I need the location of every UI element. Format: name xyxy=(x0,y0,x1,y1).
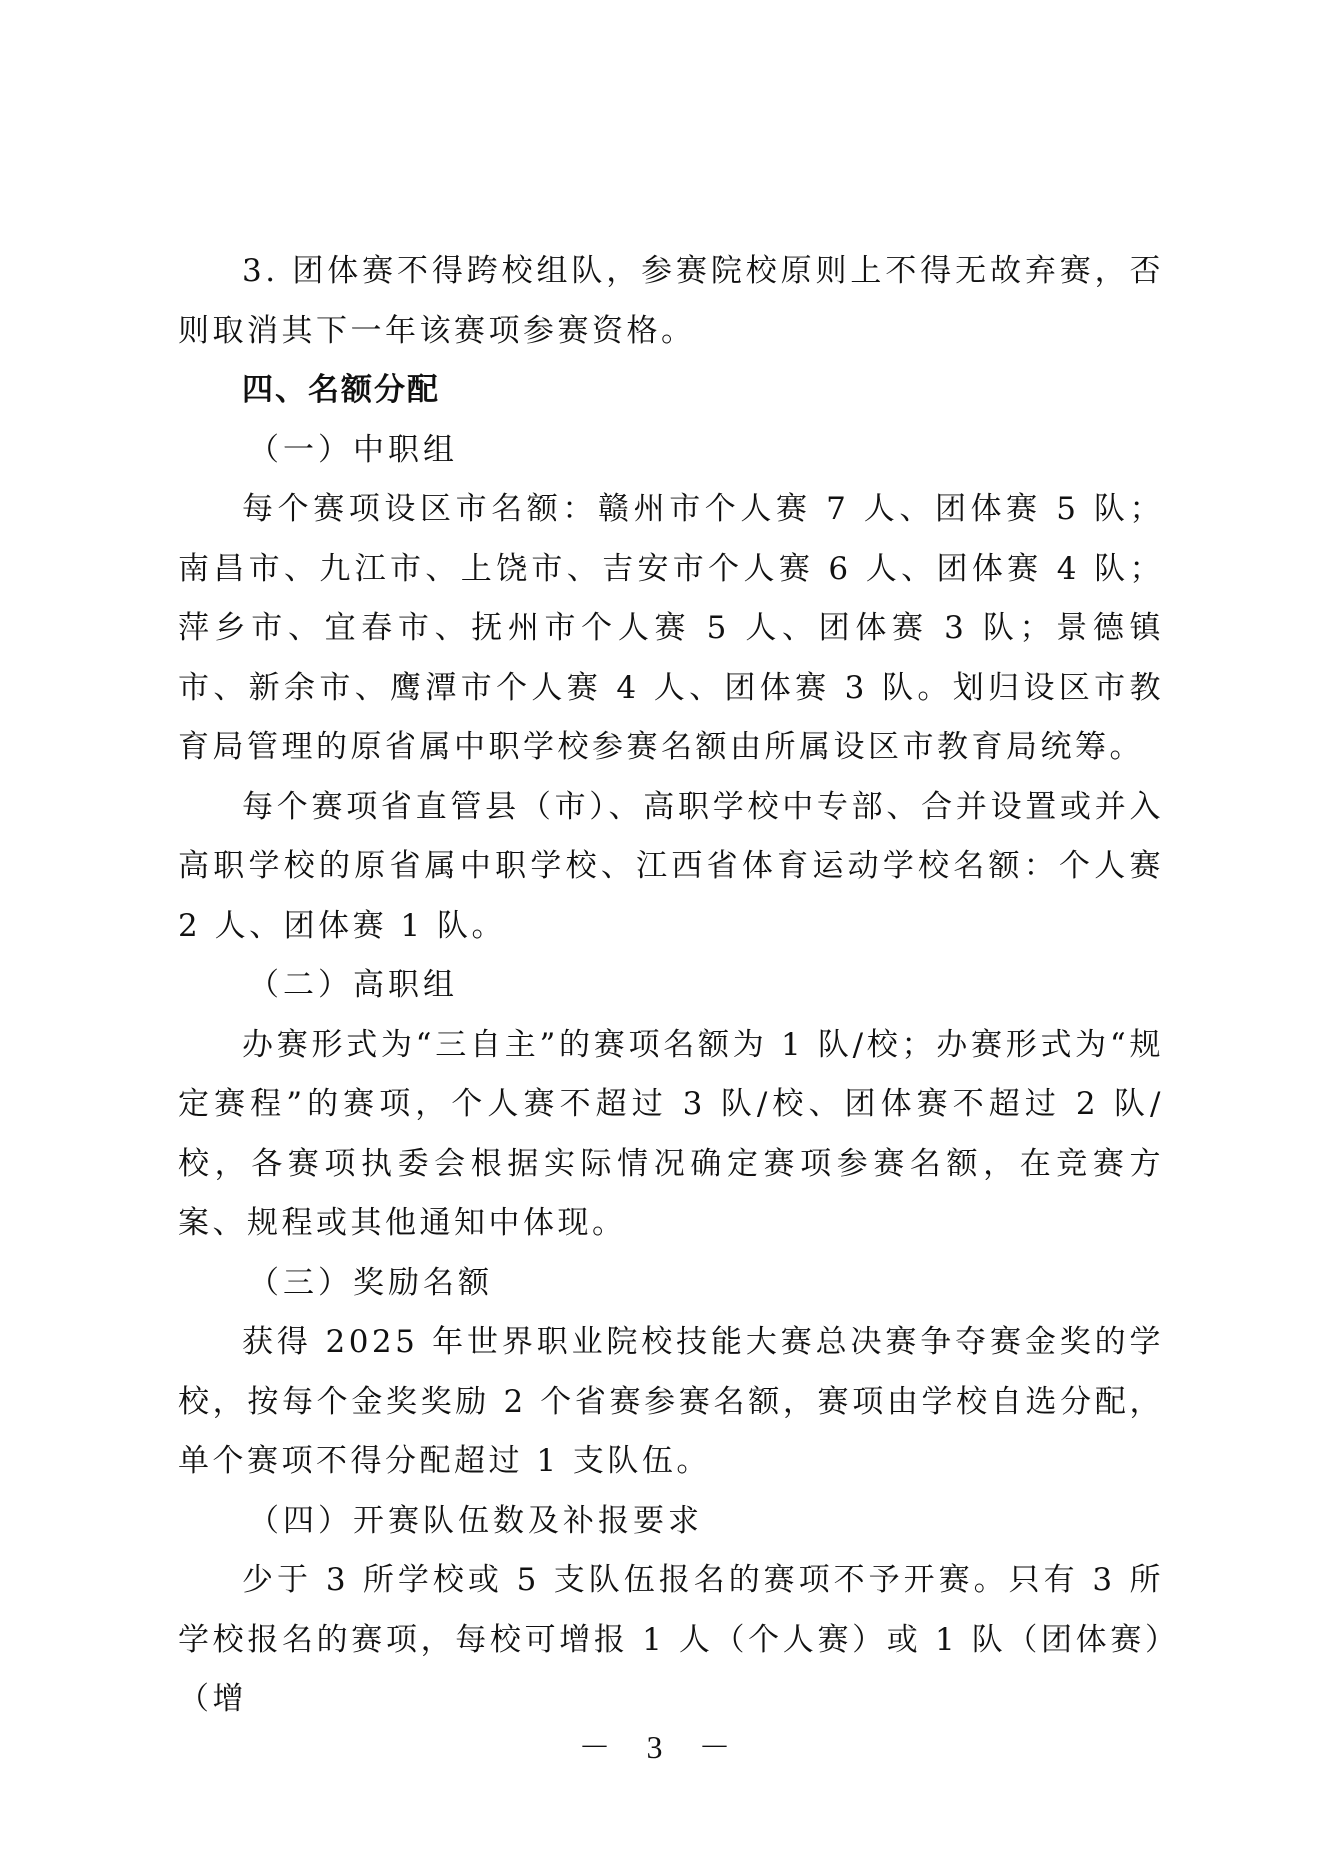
paragraph-reward-quotas: 获得 2025 年世界职业院校技能大赛总决赛争夺赛金奖的学校，按每个金奖奖励 2 个省赛参赛名额，赛项由学校自选分配，单个赛项不得分配超过 1 支队伍。 xyxy=(178,1324,1164,1479)
paragraph-team-rules: 3. 团体赛不得跨校组队，参赛院校原则上不得无故弃赛，否则取消其下一年该赛项参赛资格。 xyxy=(178,253,1164,349)
paragraph-team-count-requirements: 少于 3 所学校或 5 支队伍报名的赛项不予开赛。只有 3 所学校报名的赛项，每校可增报 1 人（个人赛）或 1 队（团体赛）（增 xyxy=(178,1562,1164,1717)
heading-reward-quotas: （三）奖励名额 xyxy=(248,1264,493,1301)
document-body xyxy=(178,242,1164,1730)
paragraph-higher-vocational-quotas: 办赛形式为“三自主”的赛项名额为 1 队/校；办赛形式为“规定赛程”的赛项，个人赛不超过 3 队/校、团体赛不超过 2 队/校，各赛项执委会根据实际情况确定赛项参赛名额，在竞赛方案、规程或其他通知中体现。 xyxy=(178,1026,1164,1241)
paragraph-county-school-quotas: 每个赛项省直管县（市）、高职学校中专部、合并设置或并入高职学校的原省属中职学校、江西省体育运动学校名额：个人赛 2 人、团体赛 1 队。 xyxy=(178,788,1164,944)
heading-higher-vocational: （二）高职组 xyxy=(248,967,458,1003)
heading-team-count-requirements: （四）开赛队伍数及补报要求 xyxy=(248,1502,703,1539)
paragraph-city-quotas: 每个赛项设区市名额：赣州市个人赛 7 人、团体赛 5 队；南昌市、九江市、上饶市、吉安市个人赛 6 人、团体赛 4 队；萍乡市、宜春市、抚州市个人赛 5 人、团体赛 3 队；景德镇市、新余市、鹰潭市个人赛 4 人、团体赛 3 队。划归设区市教育局管理的原省属中职学校参赛名额由所属设区市教育局统筹。 xyxy=(178,491,1164,765)
page-number: － 3 － xyxy=(578,1729,745,1765)
heading-secondary-vocational: （一）中职组 xyxy=(248,431,458,468)
heading-quota-allocation: 四、名额分配 xyxy=(242,372,440,408)
